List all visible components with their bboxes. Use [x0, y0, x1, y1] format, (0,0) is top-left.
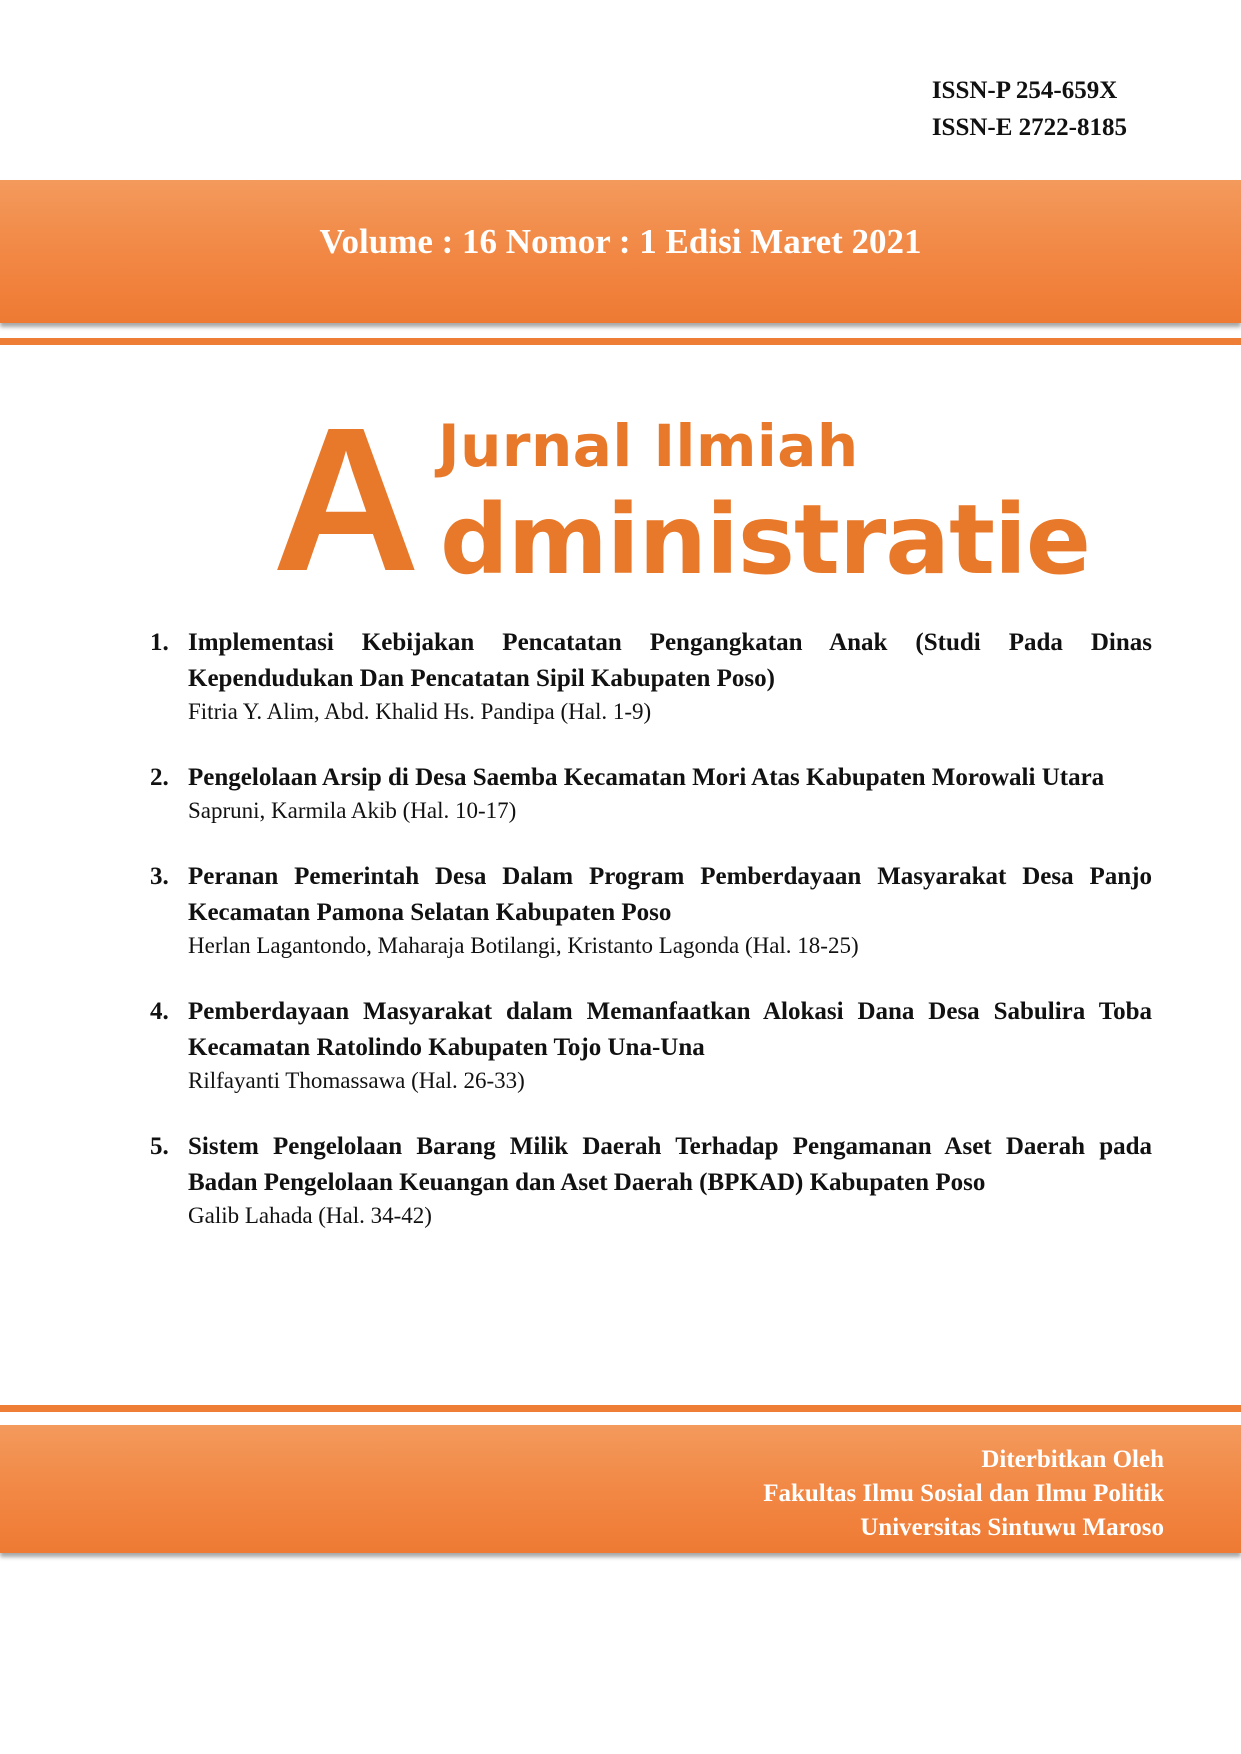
logo-line-1: Jurnal Ilmiah: [438, 412, 859, 480]
article-title: Pengelolaan Arsip di Desa Saemba Kecamatan Mori Atas Kabupaten Morowali Utara: [188, 764, 1105, 791]
issn-block: [932, 72, 1127, 146]
article-item: [150, 859, 1152, 961]
publisher-block: [763, 1443, 1164, 1545]
publisher-university: Universitas Sintuwu Maroso: [860, 1514, 1164, 1541]
header-divider: [0, 338, 1241, 345]
article-number: 2.: [150, 764, 169, 791]
volume-title: Volume : 16 Nomor : 1 Edisi Maret 2021: [319, 222, 922, 261]
article-authors: Sapruni, Karmila Akib (Hal. 10-17): [188, 798, 517, 823]
article-authors: Rilfayanti Thomassawa (Hal. 26-33): [188, 1068, 525, 1093]
article-list: [150, 625, 1152, 1264]
article-authors: Herlan Lagantondo, Maharaja Botilangi, Kristanto Lagonda (Hal. 18-25): [188, 933, 859, 958]
logo-line-2: dministratie: [440, 484, 1090, 596]
publisher-label: Diterbitkan Oleh: [981, 1446, 1164, 1473]
article-number: 5.: [150, 1133, 169, 1160]
issn-electronic: ISSN-E 2722-8185: [931, 114, 1127, 141]
article-authors: Galib Lahada (Hal. 34-42): [188, 1203, 432, 1228]
article-title: Pemberdayaan Masyarakat dalam Memanfaatkan Alokasi Dana Desa Sabulira Toba Kecamatan Ratolindo Kabupaten Tojo Una-Una: [188, 998, 1152, 1061]
publisher-faculty: Fakultas Ilmu Sosial dan Ilmu Politik: [763, 1480, 1164, 1507]
article-title: Sistem Pengelolaan Barang Milik Daerah Terhadap Pengamanan Aset Daerah pada Badan Pengelolaan Keuangan dan Aset Daerah (BPKAD) Kabupaten Poso: [188, 1133, 1152, 1196]
article-number: 3.: [150, 863, 169, 890]
article-item: [150, 625, 1152, 727]
issn-print: ISSN-P 254-659X: [931, 77, 1118, 104]
article-title: Implementasi Kebijakan Pencatatan Pengangkatan Anak (Studi Pada Dinas Kependudukan Dan Pencatatan Sipil Kabupaten Poso): [188, 629, 1152, 692]
footer-divider: [0, 1405, 1241, 1412]
article-number: 4.: [150, 998, 169, 1025]
journal-logo: [272, 385, 1090, 614]
article-item: [150, 994, 1152, 1096]
logo-letter-a: A: [272, 385, 421, 614]
article-authors: Fitria Y. Alim, Abd. Khalid Hs. Pandipa (Hal. 1-9): [188, 699, 652, 724]
article-number: 1.: [150, 629, 169, 656]
article-item: [150, 760, 1152, 826]
article-item: [150, 1129, 1152, 1231]
article-title: Peranan Pemerintah Desa Dalam Program Pemberdayaan Masyarakat Desa Panjo Kecamatan Pamona Selatan Kabupaten Poso: [188, 863, 1152, 926]
